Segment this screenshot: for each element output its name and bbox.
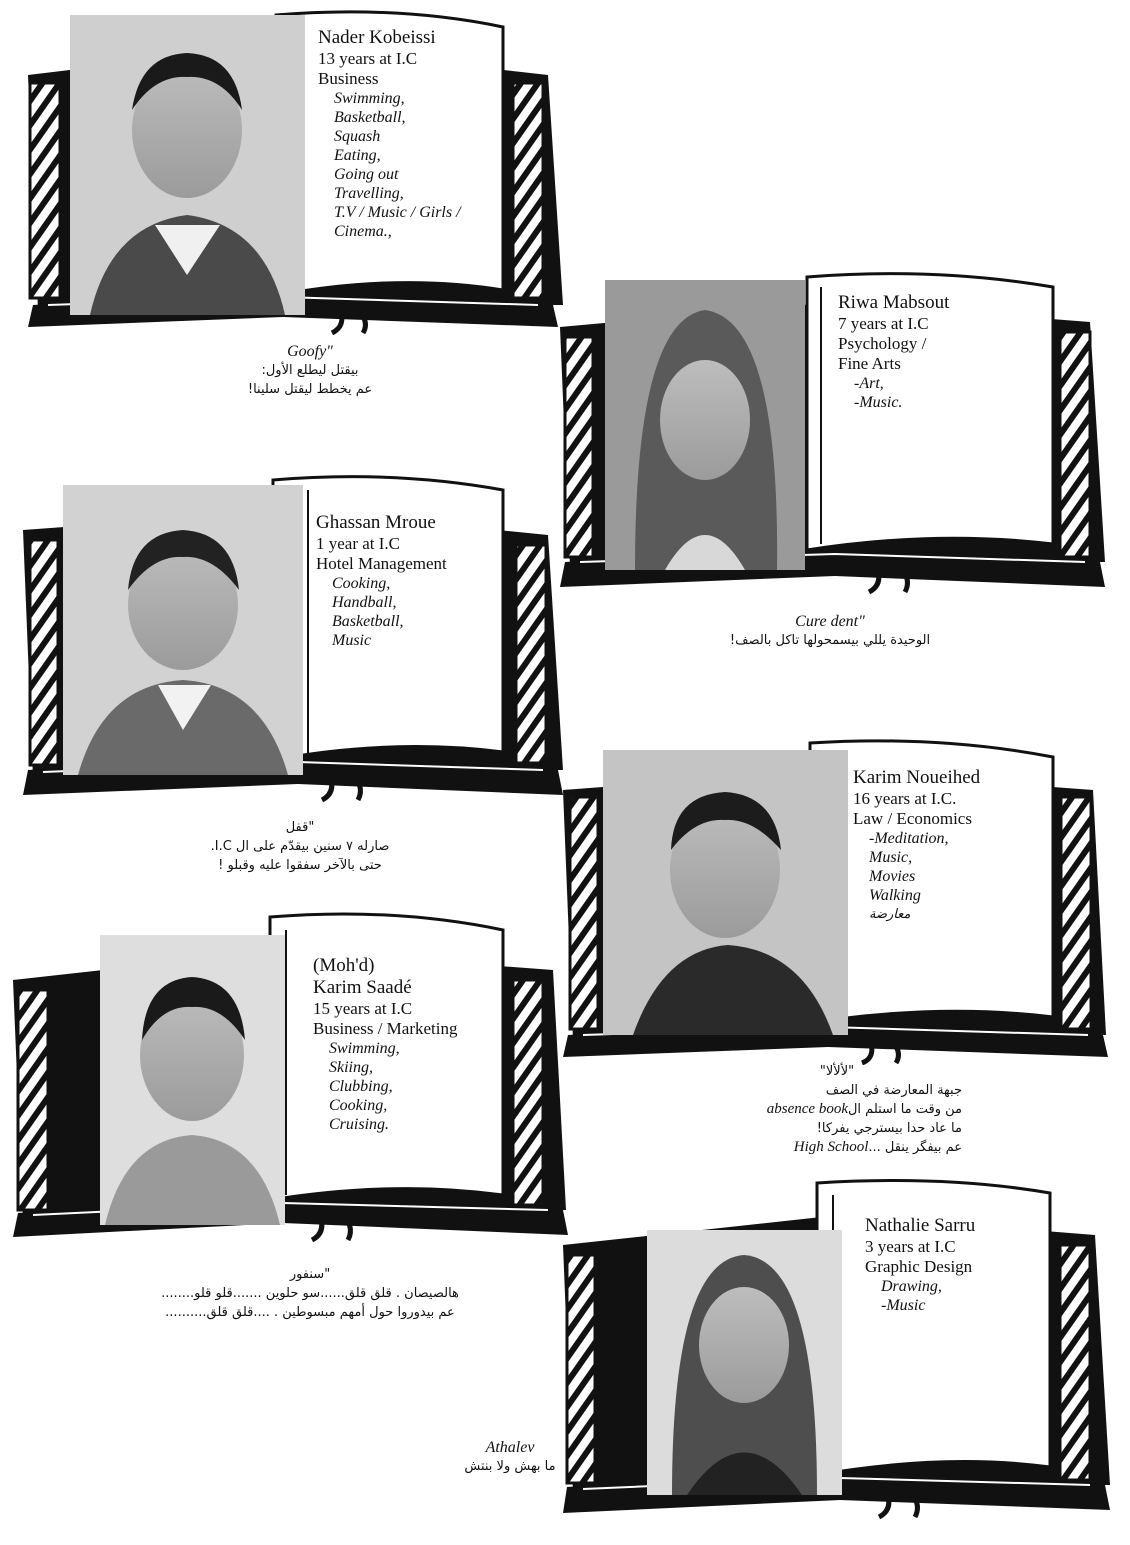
quote-english-fragment: High School bbox=[793, 1139, 869, 1155]
quote-line: الوحيدة يللي بيسمحولها تاكل بالصف! bbox=[729, 633, 931, 648]
student-info bbox=[316, 512, 447, 650]
student-info bbox=[318, 27, 461, 241]
hobby-item: Cinema., bbox=[334, 223, 392, 240]
student-name: Nader Kobeissi bbox=[318, 27, 436, 48]
student-photo bbox=[647, 1230, 842, 1495]
student-info bbox=[838, 292, 949, 412]
hobby-item: Cooking, bbox=[329, 1097, 388, 1114]
hobby-item: Handball, bbox=[332, 594, 397, 611]
student-major: Graphic Design bbox=[865, 1257, 973, 1276]
quote-line: عم بيدوروا حول أمهم مبسوطين . ....قلق قلق.......... bbox=[165, 1305, 455, 1320]
student-photo bbox=[70, 15, 305, 315]
student-years: 1 year at I.C bbox=[316, 534, 401, 553]
hobby-item: -Music bbox=[881, 1297, 926, 1314]
quote-line: حتى بالآخر سفقوا عليه وقبلو ! bbox=[218, 858, 382, 873]
student-info bbox=[865, 1215, 975, 1315]
student-quote bbox=[155, 818, 445, 875]
student-info bbox=[313, 955, 458, 1134]
hobby-item: Swimming, bbox=[334, 90, 405, 107]
quote-line: ما عاد حدا بيسترجي يفركا! bbox=[816, 1121, 962, 1136]
profile-card-riwa bbox=[545, 262, 1115, 602]
quote-line-text: من وقت ما استلم ال bbox=[847, 1102, 962, 1117]
student-quote bbox=[95, 1265, 525, 1322]
student-major: Psychology / bbox=[838, 334, 927, 353]
hobby-item: Music bbox=[332, 632, 372, 649]
student-nickname: Cure dent" bbox=[795, 613, 865, 630]
hobby-item: -Meditation, bbox=[869, 830, 949, 847]
profile-card-karim-saade bbox=[8, 905, 578, 1245]
student-years: 16 years at I.C. bbox=[853, 789, 957, 808]
student-info bbox=[853, 767, 980, 924]
profile-card-karim-noueihed bbox=[548, 735, 1118, 1065]
hobby-item: معارضة bbox=[869, 907, 911, 922]
profile-card-nathalie bbox=[555, 1175, 1120, 1525]
hobby-item: Cooking, bbox=[332, 575, 391, 592]
student-photo bbox=[603, 750, 848, 1035]
student-name: Karim Noueihed bbox=[853, 767, 981, 788]
student-photo bbox=[605, 280, 805, 570]
student-name: Nathalie Sarru bbox=[865, 1215, 976, 1236]
hobby-item: Movies bbox=[869, 868, 916, 885]
hobby-item: Drawing, bbox=[881, 1278, 942, 1295]
hobby-item: Skiing, bbox=[329, 1059, 373, 1076]
student-nickname: "سنفور bbox=[289, 1267, 331, 1282]
student-years: 7 years at I.C bbox=[838, 314, 929, 333]
quote-line: صارله ٧ سنين بيقدّم على ال I.C. bbox=[210, 839, 390, 854]
quote-line: بيقتل ليطلع الأول: bbox=[261, 363, 359, 378]
hobby-item: Eating, bbox=[334, 147, 381, 164]
student-photo bbox=[63, 485, 303, 775]
hobby-item: Walking bbox=[869, 887, 921, 904]
quote-line-text: ... عم بيفگر ينقل bbox=[868, 1140, 962, 1155]
hobby-item: -Art, bbox=[854, 375, 884, 392]
quote-line bbox=[712, 1138, 962, 1157]
quote-line: ما بهش ولا بنتش bbox=[464, 1459, 556, 1474]
student-years: 3 years at I.C bbox=[865, 1237, 956, 1256]
student-name: Karim Saadé bbox=[313, 977, 412, 998]
student-nickname: Goofy" bbox=[287, 343, 333, 360]
hobby-item: -Music. bbox=[854, 394, 903, 411]
quote-line bbox=[712, 1100, 962, 1119]
student-major: Business bbox=[318, 69, 379, 88]
hobby-item: Clubbing, bbox=[329, 1078, 393, 1095]
student-years: 13 years at I.C bbox=[318, 49, 418, 68]
student-nickname: Athalev bbox=[485, 1439, 535, 1456]
student-major-2: Fine Arts bbox=[838, 354, 901, 373]
student-name-prefix: (Moh'd) bbox=[313, 955, 375, 976]
student-name: Riwa Mabsout bbox=[838, 292, 950, 313]
hobby-item: Going out bbox=[334, 166, 399, 183]
student-quote bbox=[700, 612, 960, 650]
quote-line: عم يخطط ليقتل سلينا! bbox=[247, 382, 373, 397]
student-major: Law / Economics bbox=[853, 809, 972, 828]
hobby-item: Swimming, bbox=[329, 1040, 400, 1057]
profile-card-ghassan bbox=[8, 470, 578, 810]
student-name: Ghassan Mroue bbox=[316, 512, 436, 533]
student-nickname: "لألألا" bbox=[819, 1064, 855, 1079]
hobby-item: Travelling, bbox=[334, 185, 404, 202]
student-quote bbox=[215, 342, 405, 399]
student-quote bbox=[712, 1062, 962, 1157]
open-book-illustration bbox=[8, 905, 578, 1245]
quote-english-fragment: absence book bbox=[766, 1101, 848, 1117]
hobby-item: Basketball, bbox=[334, 109, 406, 126]
quote-line: هالصيصان . قلق قلق......سو حلوين .......قلو قلو........ bbox=[161, 1286, 459, 1301]
quote-line: جبهة المعارضة في الصف bbox=[825, 1083, 962, 1098]
hobby-item: T.V / Music / Girls / bbox=[334, 204, 461, 221]
student-photo bbox=[100, 935, 285, 1225]
student-years: 15 years at I.C bbox=[313, 999, 413, 1018]
student-nickname: "قفل bbox=[285, 820, 315, 835]
hobby-item: Cruising. bbox=[329, 1116, 390, 1133]
hobby-item: Music, bbox=[869, 849, 913, 866]
hobby-item: Squash bbox=[334, 128, 381, 145]
profile-card-nader bbox=[8, 5, 568, 335]
hobby-item: Basketball, bbox=[332, 613, 404, 630]
student-quote bbox=[420, 1438, 600, 1476]
student-major: Hotel Management bbox=[316, 554, 447, 573]
student-major: Business / Marketing bbox=[313, 1019, 458, 1038]
